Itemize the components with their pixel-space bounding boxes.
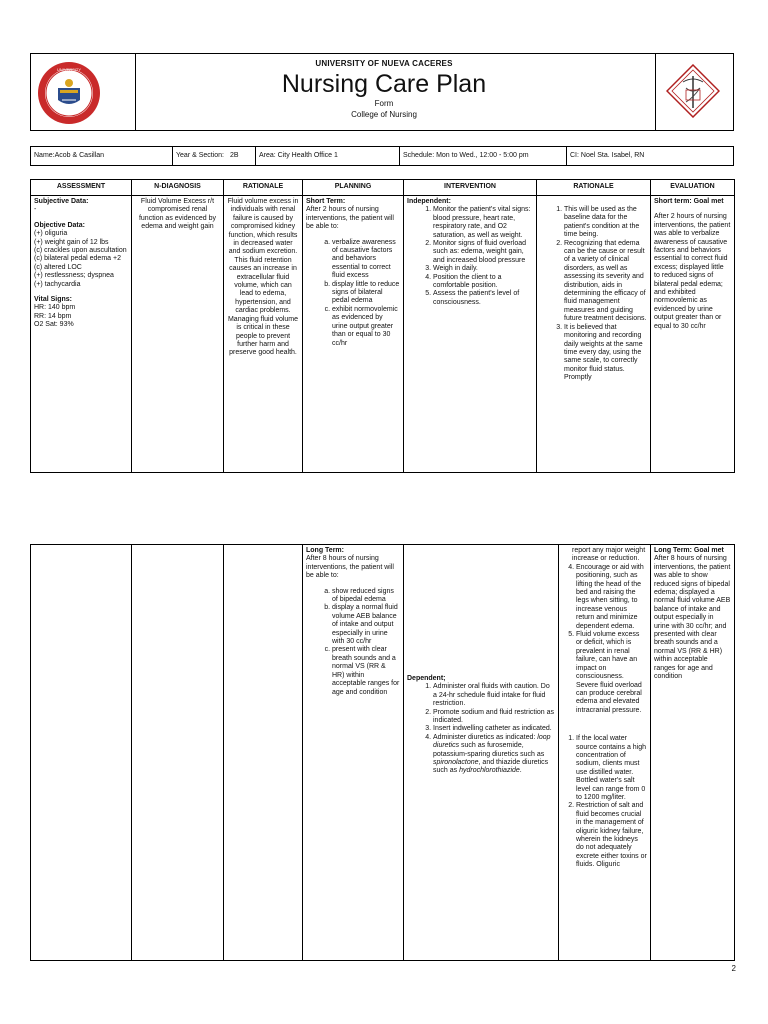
- clinical-instructor: CI: Noel Sta. Isabel, RN: [566, 147, 735, 165]
- objective-line: (c) crackles upon auscultation: [34, 247, 127, 255]
- col-header-intervention: INTERVENTION: [404, 180, 537, 196]
- list-item: c. exhibit normovolemic as evidenced by urine output greater than or equal to 30 cc/hr: [332, 306, 400, 348]
- planning-intro: After 2 hours of nursing interventions, the patient will be able to:: [306, 206, 394, 231]
- svg-text:UNIVERSITY: UNIVERSITY: [56, 67, 82, 72]
- evaluation-cell: [651, 545, 735, 961]
- list-item: 3. Weigh in daily.: [433, 265, 533, 273]
- list-item: 1. Administer oral fluids with caution. Do a 24-hr schedule fluid intake for fluid restriction.: [433, 683, 555, 708]
- list-item: 2. Monitor signs of fluid overload such as: edema, weight gain, and increased blood pressure: [433, 240, 533, 265]
- col-header-diagnosis: N-DIAGNOSIS: [132, 180, 224, 196]
- list-item: b. display a normal fluid volume AEB balance of intake and output especially in urine with 30 cc/hr: [332, 604, 400, 646]
- vital-sign-line: O2 Sat: 93%: [34, 321, 74, 329]
- diagnosis-cell: Fluid Volume Excess r/t compromised renal function as evidenced by edema and weight gain: [132, 196, 224, 473]
- objective-line: (+) oliguria: [34, 230, 68, 238]
- rationale2-list: [540, 206, 647, 383]
- care-plan-table-page-1: [30, 179, 735, 473]
- list-item: a. verbalize awareness of causative factors and behaviors essential to correct fluid excess: [332, 239, 400, 281]
- text-span: hydrochlorothiazide: [459, 767, 520, 775]
- planning-intro: After 8 hours of nursing interventions, the patient will be able to:: [306, 555, 394, 580]
- intervention-label: Dependent;: [407, 675, 446, 682]
- university-name: UNIVERSITY OF NUEVA CACERES: [315, 59, 453, 68]
- list-item: 1. If the local water source contains a high concentration of sodium, clients must use distilled water. Bottled water's salt level can range from 0 to 1200 mg/liter.: [576, 735, 647, 802]
- intervention-cell: [404, 545, 559, 961]
- rationale2-cell: [559, 545, 651, 961]
- objective-line: (+) weight gain of 12 lbs: [34, 238, 109, 246]
- list-item: [433, 734, 555, 776]
- list-item: 1. This will be used as the baseline data for the patient's condition at the time being.: [564, 206, 647, 240]
- rationale-cell: [224, 545, 303, 961]
- area: Area: City Health Office 1: [255, 147, 399, 165]
- col-header-rationale: RATIONALE: [224, 180, 303, 196]
- evaluation-text: After 2 hours of nursing interventions, the patient was able to verbalize awareness of causative factors and behaviors essential to correct fluid excess; displayed little to reduced signs of bilateral pedal edema; and exhibited normovolemic as evidenced by urine output greater than or equal to 30 cc/hr: [654, 213, 731, 330]
- objective-line: (+) restlessness; dyspnea: [34, 272, 114, 280]
- list-item: 3. It is believed that monitoring and recording daily weights at the same time every day, using the same scale, to correctly monitor fluid status. Promptly: [564, 324, 647, 383]
- assessment-cell: [31, 545, 132, 961]
- list-item: 1. Monitor the patient's vital signs: blood pressure, heart rate, respiratory rate, and O2 saturation, as well as weight.: [433, 206, 533, 240]
- evaluation-label: Short term: Goal met: [654, 198, 724, 205]
- list-item: c. present with clear breath sounds and a normal VS (RR & HR) within acceptable ranges for age and condition: [332, 646, 400, 696]
- objective-label: Objective Data:: [34, 221, 85, 229]
- page-number: 2: [731, 964, 736, 973]
- list-item: 3. Insert indwelling catheter as indicated.: [433, 725, 555, 733]
- year-section-label: Year & Section:: [176, 152, 224, 159]
- vital-sign-line: RR: 14 bpm: [34, 312, 72, 320]
- planning-goals-list: [306, 588, 400, 697]
- objective-line: (+) tachycardia: [34, 280, 81, 288]
- vital-signs-label: Vital Signs:: [34, 296, 72, 304]
- list-item: 5. Assess the patient's level of consciousness.: [433, 290, 533, 307]
- text-span: .: [519, 767, 522, 775]
- table-row: [31, 545, 735, 961]
- planning-label: Short Term:: [306, 198, 346, 205]
- text-span: such as furosemide, potassium-sparing diuretics such as: [433, 742, 545, 758]
- intervention-label: Independent:: [407, 198, 451, 205]
- list-item: 2. Restriction of salt and fluid becomes crucial in the management of oliguric kidney failure, wherein the kidneys do not adequately excrete either toxins or fluids. Oliguric: [576, 802, 647, 869]
- col-header-assessment: ASSESSMENT: [31, 180, 132, 196]
- rationale2-dependent-list: [562, 735, 647, 870]
- assessment-cell: [31, 196, 132, 473]
- text-span: , and thiazide diuretics such as: [433, 759, 549, 775]
- list-item: 2. Recognizing that edema can be the cause or result of a variety of clinical disorders, as well as assessing its severity and distribution, aids in determining the efficacy of fluid management measures and guiding future treatment decisions.: [564, 240, 647, 324]
- year-section-value: 2B: [229, 152, 239, 159]
- list-item: 4. Encourage or aid with positioning, such as lifting the head of the bed and raising the legs when sitting, to increase venous return and minimize dependent edema.: [576, 564, 647, 631]
- planning-cell: [303, 545, 404, 961]
- rationale2-continued: report any major weight increase or reduction.: [572, 547, 646, 563]
- rationale2-list: [562, 564, 647, 715]
- list-item: b. display little to reduce signs of bilateral pedal edema: [332, 281, 400, 306]
- list-item: a. show reduced signs of bipedal edema: [332, 588, 400, 605]
- objective-line: (c) altered LOC: [34, 263, 82, 271]
- list-item: 2. Promote sodium and fluid restriction as indicated.: [433, 709, 555, 726]
- planning-goals-list: [306, 239, 400, 348]
- planning-label: Long Term:: [306, 547, 344, 554]
- subjective-label: Subjective Data:: [34, 198, 89, 205]
- care-plan-table-page-2: [30, 544, 735, 961]
- college-name: College of Nursing: [351, 110, 417, 119]
- intervention-cell: [404, 196, 537, 473]
- schedule: Schedule: Mon to Wed., 12:00 - 5:00 pm: [399, 147, 566, 165]
- list-item: 4. Position the client to a comfortable position.: [433, 274, 533, 291]
- intervention-list: [407, 206, 533, 307]
- student-name: Name:Acob & Casillan: [34, 152, 105, 159]
- planning-cell: [303, 196, 404, 473]
- col-header-planning: PLANNING: [303, 180, 404, 196]
- objective-line: (c) bilateral pedal edema +2: [34, 255, 121, 263]
- evaluation-label: Long Term: Goal met: [654, 547, 724, 554]
- vital-sign-line: HR: 140 bpm: [34, 304, 76, 312]
- year-section: [172, 147, 255, 165]
- text-span: spironolactone: [433, 759, 479, 767]
- evaluation-text: After 8 hours of nursing interventions, the patient was able to show reduced signs of bipedal edema; displayed a normal fluid volume AEB balance of intake and output especially in urine with 30 cc/hr; and presented with clear breath sounds and a normal VS (RR & HR) within acceptable ranges for age and condition: [654, 555, 731, 681]
- evaluation-cell: [651, 196, 735, 473]
- col-header-evaluation: EVALUATION: [651, 180, 735, 196]
- page-title: Nursing Care Plan: [281, 70, 487, 98]
- table-row: [31, 196, 735, 473]
- student-info-row: [30, 146, 734, 166]
- col-header-rationale-2: RATIONALE: [537, 180, 651, 196]
- text-span: Administer diuretics as indicated:: [433, 733, 538, 741]
- column-header-row: [31, 180, 735, 196]
- text-span: loop diuretics: [433, 733, 551, 750]
- rationale2-cell: [537, 196, 651, 473]
- diagnosis-cell: [132, 545, 224, 961]
- subjective-value: -: [34, 206, 37, 214]
- college-of-nursing-logo: [666, 64, 720, 118]
- list-item: 5. Fluid volume excess or deficit, which is prevalent in renal failure, can have an impact on consciousness. Severe fluid overload can produce cerebral edema and elevated intracranial pressure.: [576, 631, 647, 715]
- form-label: Form: [374, 99, 394, 108]
- intervention-list: [407, 683, 555, 775]
- rationale-cell: Fluid volume excess in individuals with renal failure is caused by compromised kidney function, which results in decreased water and sodium excretion. This fluid retention causes an increase in extracellular fluid volume, which can lead to edema, hypertension, and cardiac problems. Managing fluid volume is critical in these people to prevent further harm and preserve good health.: [224, 196, 303, 473]
